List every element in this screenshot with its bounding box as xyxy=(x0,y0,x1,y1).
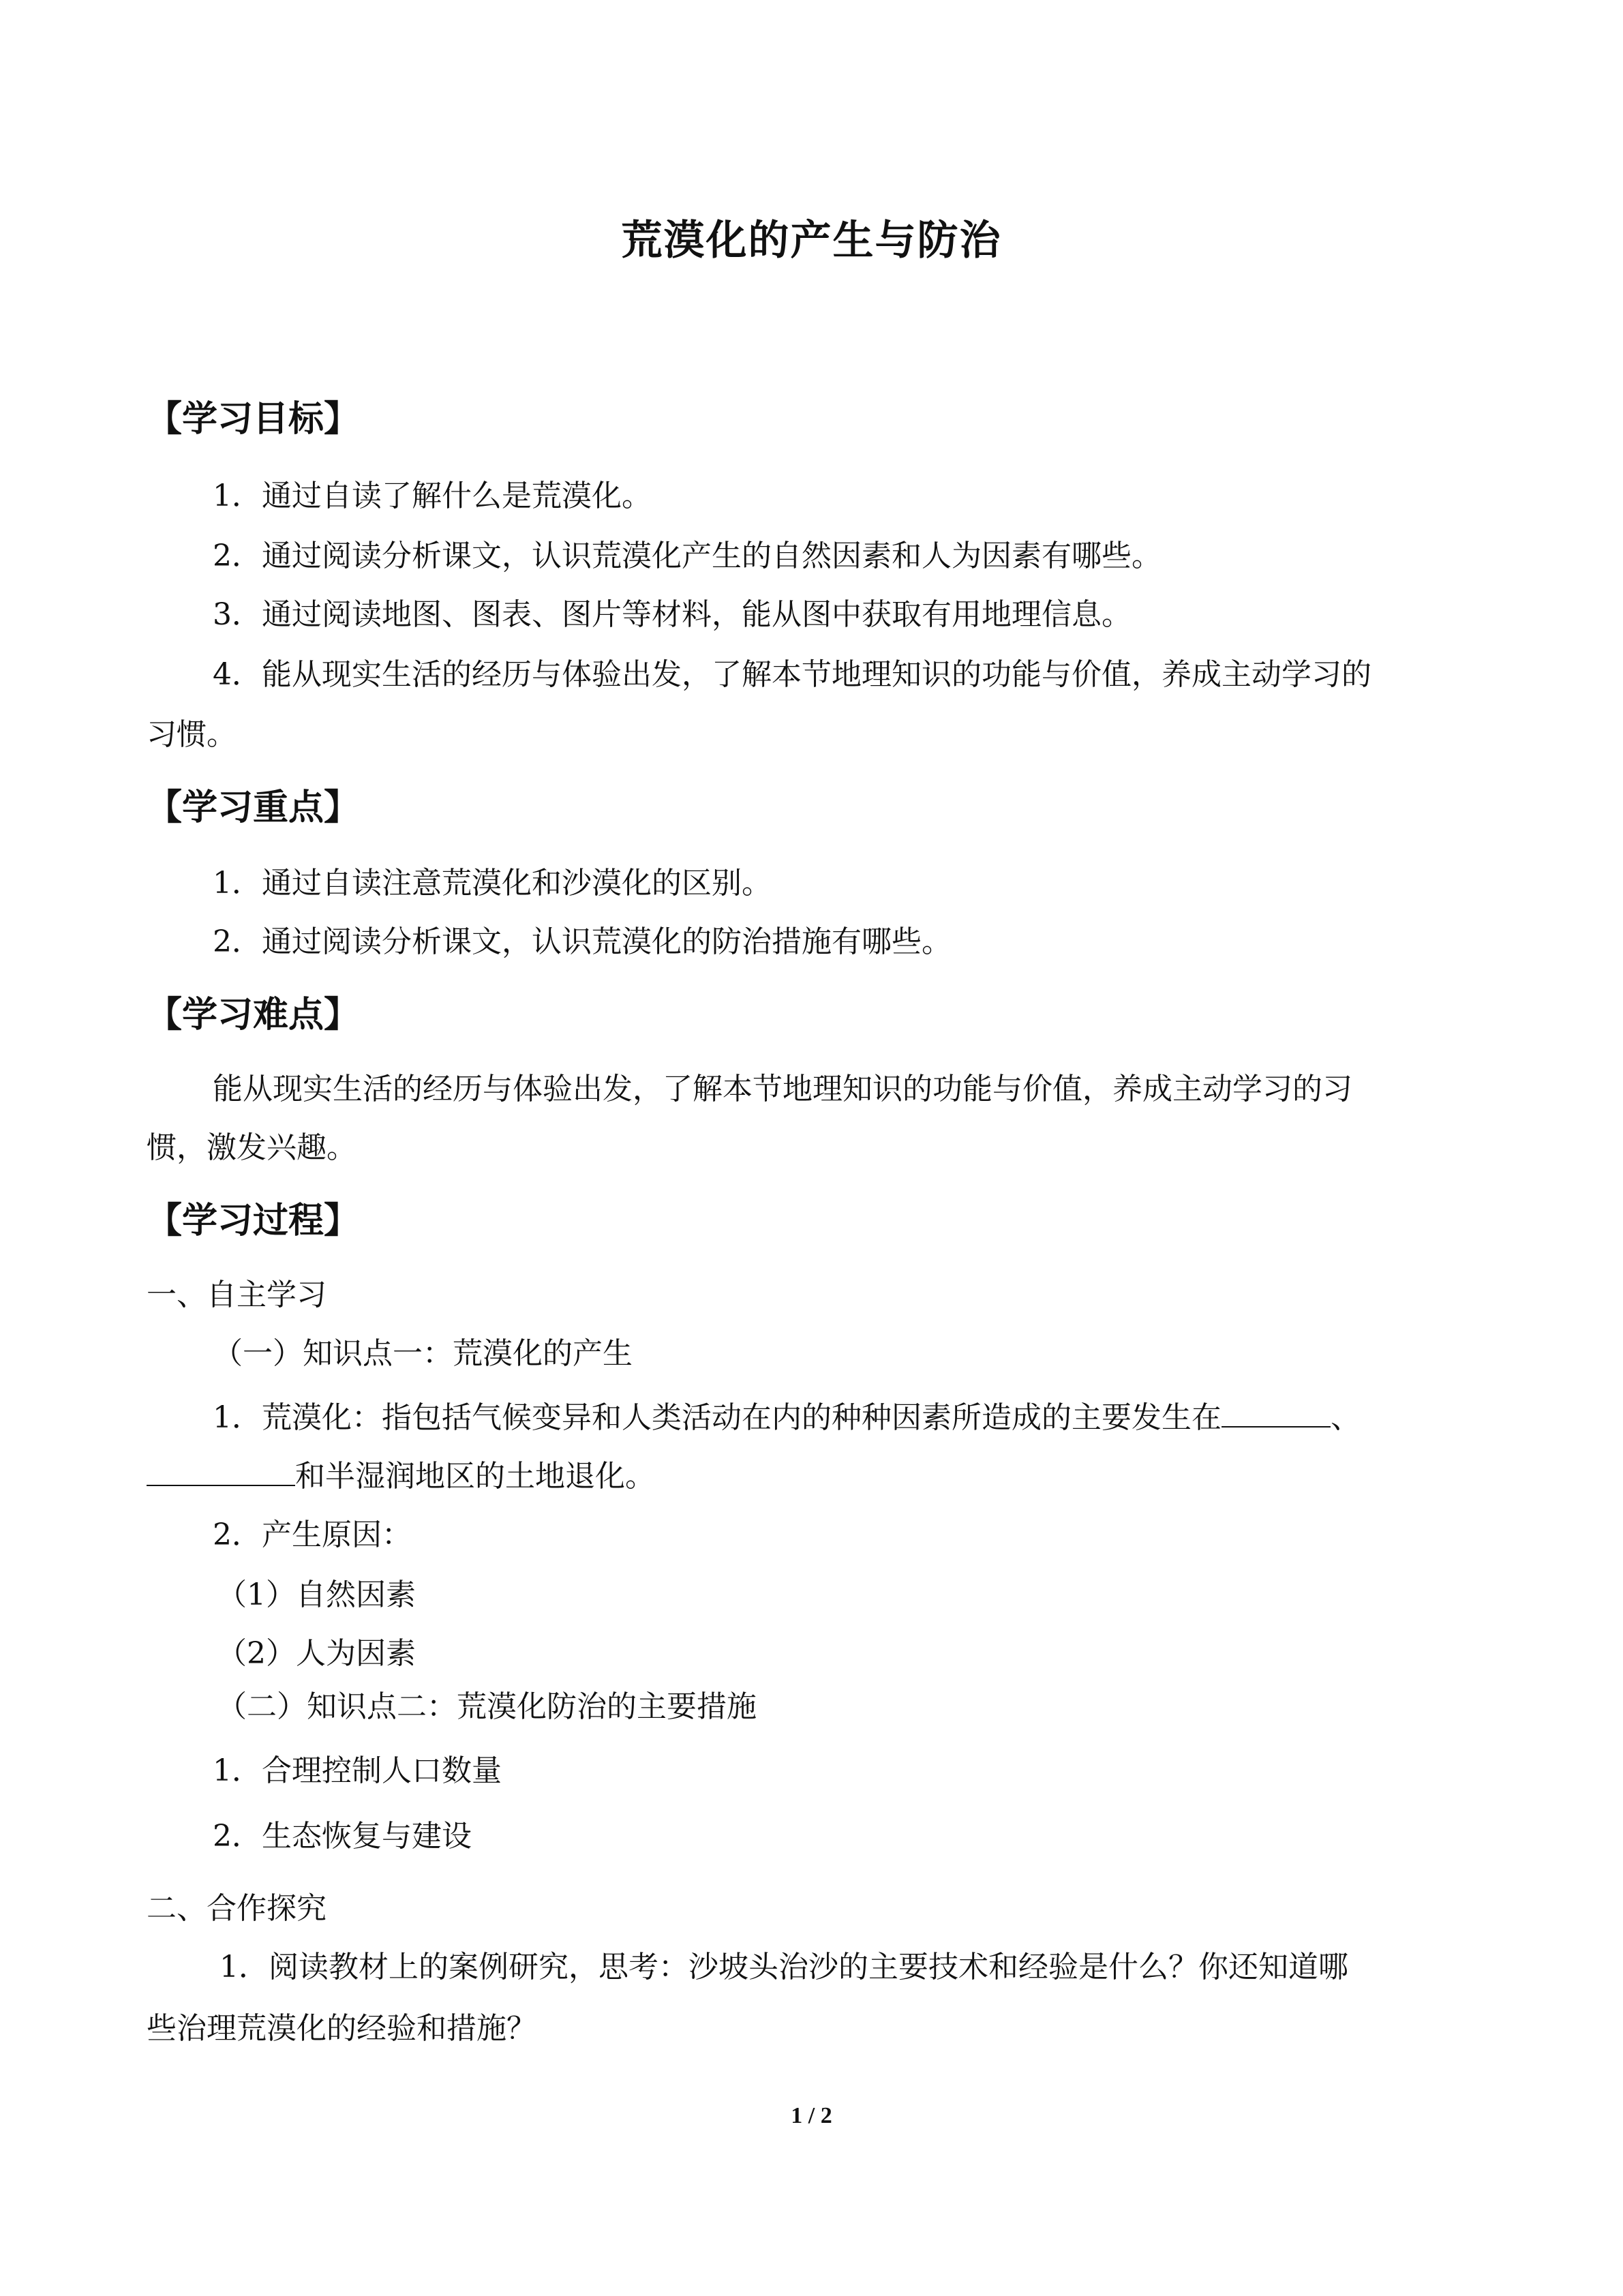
key-point-item-2: 2．通过阅读分析课文，认识荒漠化的防治措施有哪些。 xyxy=(213,924,952,959)
cause-human: （2）人为因素 xyxy=(217,1636,416,1671)
key-point-item-1: 1．通过自读注意荒漠化和沙漠化的区别。 xyxy=(213,866,772,901)
objective-item-2: 2．通过阅读分析课文，认识荒漠化产生的自然因素和人为因素有哪些。 xyxy=(213,539,1162,573)
section-heading-process: 【学习过程】 xyxy=(147,1200,360,1241)
fill-blank-2[interactable] xyxy=(147,1455,295,1486)
difficulty-line-2: 惯，激发兴趣。 xyxy=(147,1130,357,1165)
fill-blank-1[interactable] xyxy=(1222,1396,1331,1428)
knowledge-point-1-title: （一）知识点一：荒漠化的产生 xyxy=(213,1336,633,1371)
section-heading-objectives: 【学习目标】 xyxy=(147,399,360,440)
cause-natural: （1）自然因素 xyxy=(217,1577,416,1612)
page-number: 1 / 2 xyxy=(791,2103,832,2128)
cause-title: 2．产生原因： xyxy=(213,1517,412,1552)
measure-item-1: 1．合理控制人口数量 xyxy=(213,1753,502,1788)
inquiry-line-1: 1．阅读教材上的案例研究，思考：沙坡头治沙的主要技术和经验是什么？你还知道哪 xyxy=(219,1950,1348,1984)
objective-item-1: 1．通过自读了解什么是荒漠化。 xyxy=(213,479,652,513)
inquiry-line-2: 些治理荒漠化的经验和措施？ xyxy=(147,2011,536,2046)
knowledge-point-2-title: （二）知识点二：荒漠化防治的主要措施 xyxy=(217,1689,757,1724)
objective-item-4: 4．能从现实生活的经历与体验出发，了解本节地理知识的功能与价值，养成主动学习的 xyxy=(213,657,1371,692)
definition-text-1: 1．荒漠化：指包括气候变异和人类活动在内的种种因素所造成的主要发生在 xyxy=(213,1400,1222,1435)
definition-text-2: 和半湿润地区的土地退化。 xyxy=(295,1459,655,1494)
document-title: 荒漠化的产生与防治 xyxy=(621,217,1002,265)
definition-line-2 xyxy=(147,1455,655,1497)
section-heading-key-points: 【学习重点】 xyxy=(147,787,360,828)
definition-comma: 、 xyxy=(1331,1400,1361,1435)
objective-item-4-cont: 习惯。 xyxy=(147,717,237,752)
difficulty-line-1: 能从现实生活的经历与体验出发，了解本节地理知识的功能与价值，养成主动学习的习 xyxy=(213,1072,1352,1106)
section-heading-difficulties: 【学习难点】 xyxy=(147,995,360,1036)
measure-item-2: 2．生态恢复与建设 xyxy=(213,1819,472,1854)
part-1-title: 一、自主学习 xyxy=(147,1278,327,1312)
definition-line-1 xyxy=(213,1396,1361,1438)
part-2-title: 二、合作探究 xyxy=(147,1891,327,1926)
objective-item-3: 3．通过阅读地图、图表、图片等材料，能从图中获取有用地理信息。 xyxy=(213,597,1132,632)
